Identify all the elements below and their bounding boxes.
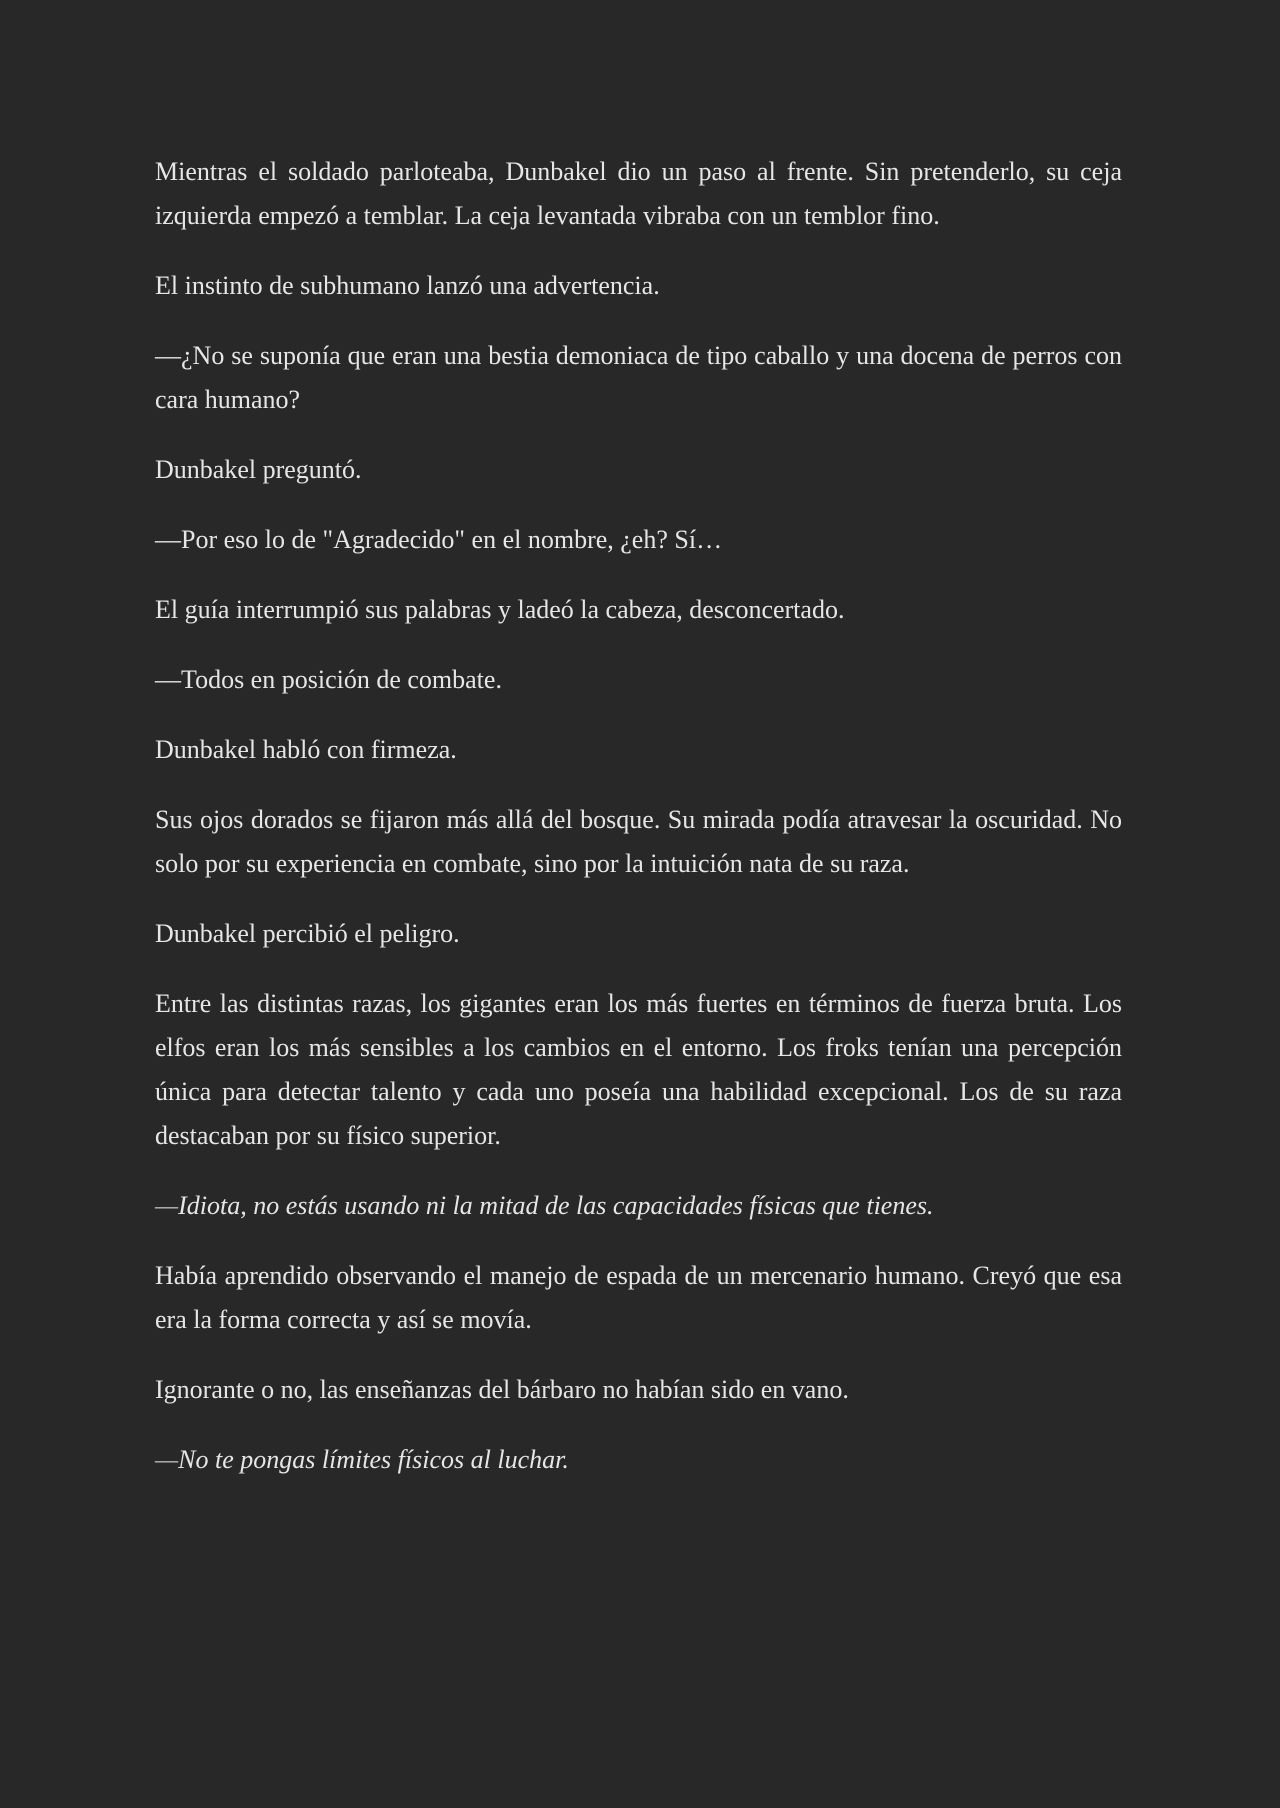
paragraph: Ignorante o no, las enseñanzas del bárbaro no habían sido en vano. (155, 1375, 849, 1404)
paragraph: Había aprendido observando el manejo de espada de un mercenario humano. Creyó que esa era la forma correcta y así se movía. (155, 1261, 1122, 1334)
paragraph: Dunbakel habló con firmeza. (155, 735, 457, 764)
italic-text: Idiota, no estás usando ni la mitad de las capacidades físicas que tienes. (178, 1191, 934, 1220)
italic-paragraph (155, 1438, 1122, 1482)
paragraph: Sus ojos dorados se fijaron más allá del bosque. Su mirada podía atravesar la oscuridad. No solo por su experiencia en combate, sino por la intuición nata de su raza. (155, 805, 1122, 878)
paragraph: —¿No se suponía que eran una bestia demoniaca de tipo caballo y una docena de perros con cara humano? (155, 341, 1122, 414)
paragraph: Dunbakel percibió el peligro. (155, 919, 460, 948)
italic-paragraph (155, 1184, 1122, 1228)
paragraph: El guía interrumpió sus palabras y ladeó la cabeza, desconcertado. (155, 595, 845, 624)
paragraph: Mientras el soldado parloteaba, Dunbakel dio un paso al frente. Sin pretenderlo, su ceja izquierda empezó a temblar. La ceja levantada vibraba con un temblor fino. (155, 157, 1122, 230)
em-dash: — (155, 1445, 179, 1474)
paragraph: —Todos en posición de combate. (155, 665, 502, 694)
em-dash: — (155, 1191, 179, 1220)
paragraph: Entre las distintas razas, los gigantes eran los más fuertes en términos de fuerza bruta. Los elfos eran los más sensibles a los cambios en el entorno. Los froks tenían una percepción única para detectar talento y cada uno poseía una habilidad excepcional. Los de su raza destacaban por su físico superior. (155, 989, 1122, 1150)
paragraph: —Por eso lo de "Agradecido" en el nombre, ¿eh? Sí… (155, 525, 723, 554)
paragraph: Dunbakel preguntó. (155, 455, 362, 484)
paragraph: El instinto de subhumano lanzó una advertencia. (155, 271, 660, 300)
document-body (155, 150, 1122, 1508)
italic-text: No te pongas límites físicos al luchar. (178, 1445, 569, 1474)
